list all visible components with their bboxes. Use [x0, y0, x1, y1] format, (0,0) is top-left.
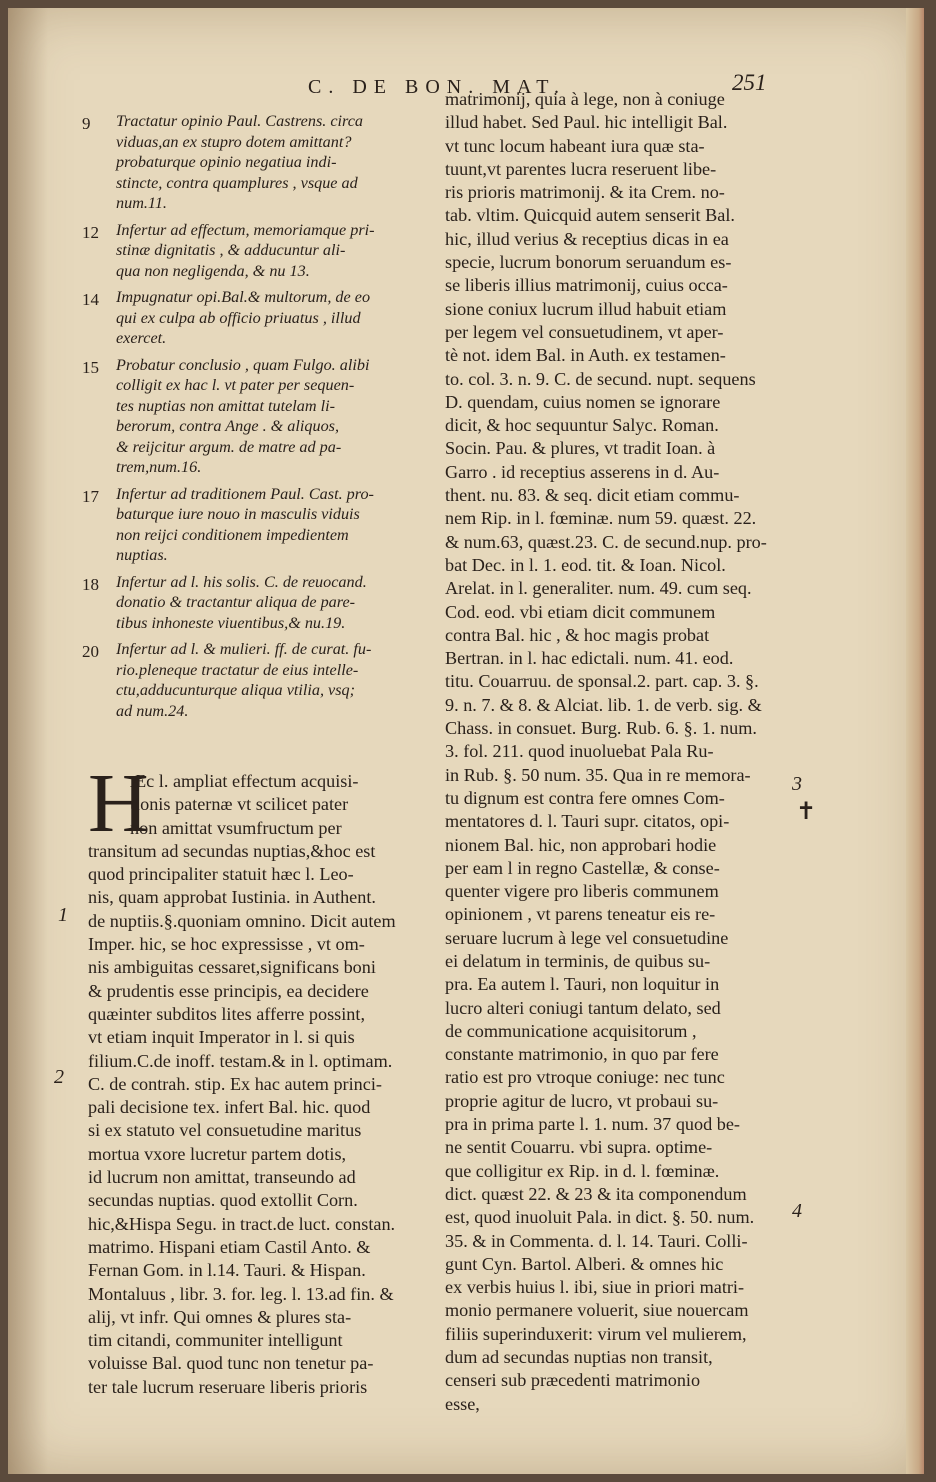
summary-line: Probatur conclusio , quam Fulgo. alibi [116, 355, 370, 374]
text-line: non amittat vsumfructum per [130, 817, 342, 838]
summary-line: trem,num.16. [116, 458, 202, 476]
summary-entry-number: 12 [82, 222, 99, 242]
summary-line: Infertur ad effectum, memoriamque pri- [116, 220, 375, 239]
summary-line: tes nuptias non amittat tutelam li- [116, 396, 335, 415]
text-line: id lucrum non amittat, transeundo ad [88, 1167, 356, 1188]
text-line: si ex statuto vel consuetudine maritus [88, 1120, 362, 1141]
summary-line: qua non negligenda, & nu 13. [116, 261, 310, 280]
summary-entry [82, 111, 442, 214]
summary-entry-number: 9 [82, 114, 91, 133]
summary-line: Impugnatur opi.Bal.& multorum, de eo [116, 288, 371, 306]
text-line: contra Bal. hic , & hoc magis probat [445, 624, 710, 645]
text-line: & prudentis esse principis, ea decidere [88, 980, 369, 1001]
text-line: filiis superinduxerit: virum vel mulierem, [445, 1323, 747, 1344]
page-gutter-shadow [8, 8, 48, 1474]
text-line: ratio est pro vtroque coniuge: nec tunc [445, 1067, 725, 1088]
text-line: hic,&Hispa Segu. in tract.de luct. constan. [88, 1213, 396, 1234]
summary-entry-number: 14 [82, 290, 99, 309]
summary-entry-number: 15 [82, 357, 99, 377]
text-line: hic, illud verius & receptius dicas in ea [445, 228, 729, 249]
summary-line: num.11. [116, 194, 167, 212]
book-page [8, 8, 924, 1474]
summary-line: colligit ex hac l. vt pater per sequen- [116, 376, 355, 394]
margin-cross-mark: ✝ [796, 799, 817, 825]
text-line: Fernan Gom. in l.14. Tauri. & Hispan. [88, 1260, 366, 1281]
body-text-right-column [445, 88, 845, 1416]
running-head: C. DE BON. MAT. [308, 76, 566, 98]
text-line: est, quod inuoluit Pala. in dict. §. 50. num. [445, 1207, 755, 1228]
summary-line: Infertur ad l. his solis. C. de reuocand. [116, 572, 367, 591]
text-line: transitum ad secundas nuptias,&hoc est [88, 840, 376, 861]
summary-line: donatio & tractantur aliqua de pare- [116, 593, 356, 611]
text-line: pali decisione tex. infert Bal. hic. quod [88, 1097, 371, 1118]
text-line: D. quendam, cuius nomen se ignorare [445, 391, 721, 412]
text-line: monio permanere voluerit, siue nouercam [445, 1300, 749, 1321]
summary-line: Infertur ad l. & mulieri. ff. de curat. fu- [116, 640, 372, 658]
text-line: vt etiam inquit Imperator in l. si quis [88, 1027, 355, 1048]
text-line: opinionem , vt parens teneatur eis re- [445, 904, 716, 925]
summary-entry-text [116, 111, 442, 214]
text-line: Garro . id receptius asserens in d. Au- [445, 461, 720, 482]
summary-line: Infertur ad traditionem Paul. Cast. pro- [116, 484, 374, 503]
text-line: mortua vxore lucretur partem dotis, [88, 1143, 347, 1164]
text-line: pra in prima parte l. 1. num. 37 quod be- [445, 1114, 740, 1135]
text-line: nionem Bal. hic, non approbari hodie [445, 834, 717, 855]
text-line: de nuptiis.§.quoniam omnino. Dicit autem [88, 910, 396, 931]
text-line: secundas nuptias. quod extollit Corn. [88, 1190, 358, 1211]
text-line: ne sentit Couarru. vbi supra. optime- [445, 1137, 713, 1158]
summary-line: viduas,an ex stupro dotem amittant? [116, 132, 352, 151]
text-line: se liberis illius matrimonij, cuius occa- [445, 275, 728, 296]
text-line: specie, lucrum bonorum seruandum es- [445, 252, 732, 273]
text-line: proprie agitur de lucro, vt probaui su- [445, 1090, 719, 1111]
text-line: 9. n. 7. & 8. & Alciat. lib. 1. de verb. sig. & [445, 694, 762, 715]
text-line: tè not. idem Bal. in Auth. ex testamen- [445, 345, 726, 366]
summary-line: probaturque opinio negatiua indi- [116, 153, 337, 171]
text-line: thent. nu. 83. & seq. dicit etiam commu- [445, 485, 740, 506]
text-line: de communicatione acquisitorum , [445, 1020, 697, 1041]
text-line: titu. Couarruu. de sponsal.2. part. cap. 3. §. [445, 671, 759, 692]
page-edge [906, 8, 924, 1474]
summary-line: stincte, contra quamplures , vsque ad [116, 173, 358, 192]
text-line: Cod. eod. vbi etiam dicit communem [445, 601, 716, 622]
text-line: & num.63, quæst.23. C. de secund.nup. pro- [445, 531, 767, 552]
summary-entry-text [116, 220, 442, 282]
folio-number: 251 [732, 70, 767, 95]
text-line: Chass. in consuet. Burg. Rub. 6. §. 1. num. [445, 718, 757, 739]
text-line: nis, quam approbat Iustinia. in Authent. [88, 887, 376, 908]
summary-line: non reijci conditionem impedientem [116, 525, 349, 544]
drop-cap: H [88, 757, 149, 850]
summary-line: Tractatur opinio Paul. Castrens. circa [116, 112, 364, 130]
text-line: C. de contrah. stip. Ex hac autem princi- [88, 1073, 382, 1094]
summary-line: ad num.24. [116, 701, 189, 720]
body-text-left-column [88, 757, 438, 1399]
text-line: matrimo. Hispani etiam Castil Anto. & [88, 1236, 371, 1257]
text-line: dict. quæst 22. & 23 & ita componendum [445, 1183, 747, 1204]
text-line: nem Rip. in l. fœminæ. num 59. quæst. 22. [445, 508, 757, 529]
summary-entry [82, 287, 442, 349]
text-line: 3. fol. 211. quod inuoluebat Pala Ru- [445, 741, 714, 762]
text-line: nis ambiguitas cessaret,significans boni [88, 957, 376, 978]
text-line: tu dignum est contra fere omnes Com- [445, 787, 725, 808]
text-line: bat Dec. in l. 1. eod. tit. & Ioan. Nicol. [445, 554, 726, 575]
text-line: Æc l. ampliat effectum acquisi- [130, 771, 359, 791]
text-line: ter tale lucrum reseruare liberis prioris [88, 1376, 368, 1397]
text-line: Montaluus , libr. 3. for. leg. l. 13.ad fin. & [88, 1283, 394, 1304]
summary-entry-text [116, 639, 442, 721]
summary-line: stinæ dignitatis , & adducuntur ali- [116, 241, 346, 259]
summary-entry-number: 17 [82, 486, 99, 506]
text-line: censeri sub præcedenti matrimonio [445, 1370, 701, 1391]
text-line: tionis paternæ vt scilicet pater [130, 794, 349, 815]
text-line: esse, [445, 1393, 480, 1414]
summary-entry-text [116, 484, 442, 566]
text-line: tab. vltim. Quicquid autem senserit Bal. [445, 205, 735, 226]
text-line: filium.C.de inoff. testam.& in l. optimam. [88, 1050, 393, 1071]
summary-entry [82, 355, 442, 478]
summary-entry [82, 220, 442, 282]
text-line: matrimonij, quia à lege, non à coniuge [445, 89, 725, 109]
summary-entry-text [116, 355, 442, 478]
text-line: voluisse Bal. quod tunc non tenetur pa- [88, 1353, 374, 1374]
text-line: mentatores d. l. Tauri supr. citatos, opi- [445, 811, 730, 832]
summary-line: nuptias. [116, 546, 168, 564]
text-line: Imper. hic, se hoc expressisse , vt om- [88, 934, 365, 955]
text-line: vt tunc locum habeant iura quæ sta- [445, 135, 705, 156]
summary-line: ctu,adducunturque aliqua vtilia, vsq; [116, 681, 356, 699]
text-line: ex verbis huius l. ibi, siue in priori matri- [445, 1277, 745, 1298]
text-line: quod principaliter statuit hæc l. Leo- [88, 864, 354, 885]
summary-line: exercet. [116, 329, 167, 347]
summary-line: rio.pleneque tractatur de eius intelle- [116, 660, 359, 679]
text-line: quæinter subditos lites afferre possint, [88, 1003, 365, 1024]
text-line: gunt Cyn. Bartol. Alberi. & omnes hic [445, 1253, 724, 1274]
text-line: to. col. 3. n. 9. C. de secund. nupt. sequens [445, 368, 756, 389]
text-line: tim citandi, communiter intelligunt [88, 1330, 343, 1351]
summary-list [82, 111, 442, 727]
text-line: per eam l in regno Castellæ, & conse- [445, 857, 720, 878]
text-line: pra. Ea autem l. Tauri, non loquitur in [445, 974, 720, 995]
summary-entry [82, 639, 442, 721]
text-line: lucro alteri coniugi tantum delato, sed [445, 997, 721, 1018]
text-line: ris prioris matrimonij. & ita Crem. no- [445, 182, 725, 203]
summary-line: baturque iure nouo in masculis viduis [116, 505, 360, 523]
summary-entry [82, 572, 442, 634]
text-line: Arelat. in l. generaliter. num. 49. cum seq. [445, 578, 752, 599]
summary-entry-number: 18 [82, 574, 99, 594]
text-line: per legem vel consuetudinem, vt aper- [445, 321, 724, 342]
summary-line: tibus inhoneste viuentibus,& nu.19. [116, 613, 346, 632]
text-line: Socin. Pau. & plures, vt tradit Ioan. à [445, 438, 716, 459]
text-line: illud habet. Sed Paul. hic intelligit Bal. [445, 112, 728, 133]
margin-number: 3 [792, 773, 802, 795]
text-line: dum ad secundas nuptias non transit, [445, 1347, 713, 1368]
text-line: ei delatum in terminis, de quibus su- [445, 950, 711, 971]
text-line: sione coniux lucrum illud habuit etiam [445, 298, 727, 319]
text-line: tuunt,vt parentes lucra reseruent libe- [445, 158, 717, 179]
summary-line: qui ex culpa ab officio priuatus , illud [116, 308, 361, 327]
text-line: seruare lucrum à lege vel consuetudine [445, 927, 729, 948]
text-line: quenter vigere pro liberis communem [445, 881, 719, 902]
text-line: constante matrimonio, in quo par fere [445, 1044, 719, 1065]
text-line: 35. & in Commenta. d. l. 14. Tauri. Colli- [445, 1230, 748, 1251]
summary-entry-text [116, 287, 442, 349]
margin-number: 1 [58, 904, 68, 926]
margin-number: 4 [792, 1200, 802, 1222]
text-line: dicit, & hoc sequuntur Salyc. Roman. [445, 415, 719, 436]
text-line: que colligitur ex Rip. in d. l. fœminæ. [445, 1160, 720, 1181]
margin-number: 2 [54, 1066, 64, 1088]
summary-line: berorum, contra Ange . & aliquos, [116, 417, 340, 435]
text-line: Bertran. in l. hac edictali. num. 41. eod. [445, 648, 734, 669]
summary-line: & reijcitur argum. de matre ad pa- [116, 437, 342, 456]
text-line: in Rub. §. 50 num. 35. Qua in re memora- [445, 764, 751, 785]
summary-entry [82, 484, 442, 566]
text-line: alij, vt infr. Qui omnes & plures sta- [88, 1306, 352, 1327]
summary-entry-number: 20 [82, 642, 99, 661]
summary-entry-text [116, 572, 442, 634]
